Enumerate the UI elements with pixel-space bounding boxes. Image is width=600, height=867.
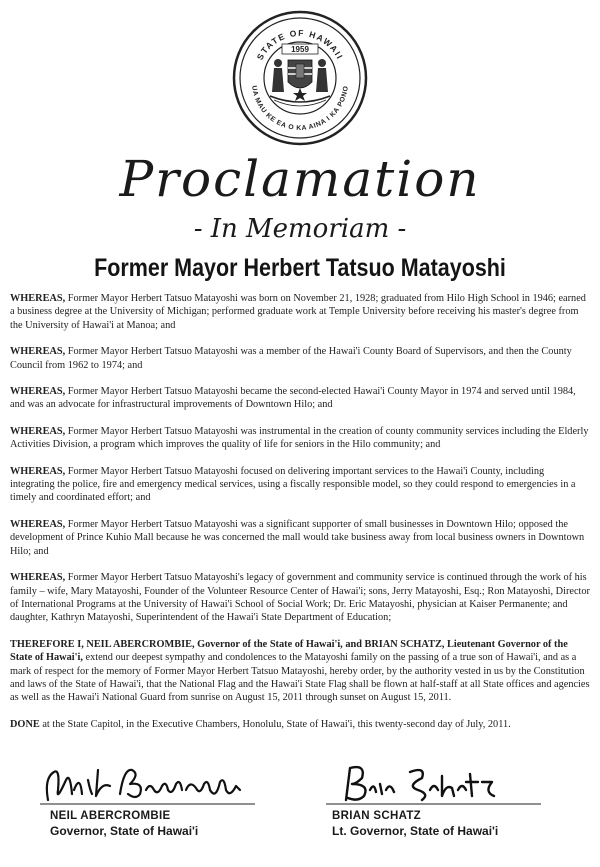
whereas-paragraph-5 xyxy=(10,465,590,505)
paragraph-lead: WHEREAS, xyxy=(10,386,66,398)
paragraph-text: Former Mayor Herbert Tatsuo Matayoshi became the second-elected Hawai'i County Mayor in 1974 and served until 1984, and was an advocate for infrastructural improvements of Downtown Hilo; and xyxy=(10,386,576,411)
paragraph-text: Former Mayor Herbert Tatsuo Matayoshi's legacy of government and community service is continued through the work of his family – wife, Mary Matayoshi, Founder of the Volunteer Resource Center of Hawai'i; sons, Jerry Matayoshi, Esq.; Ron Matayoshi, Director of International Programs at the University of Hawai'i School of Social Work; Dr. Eric Matayoshi, physician at Kaiser Permanente; and daughter, Kathryn Matayoshi, Superintendent of the Hawai'i State Department of Education; xyxy=(10,572,590,624)
state-seal-emblem xyxy=(230,8,370,148)
in-memoriam-subtitle: - In Memoriam - xyxy=(193,214,407,244)
state-seal xyxy=(230,8,370,148)
governor-signature-block xyxy=(40,760,310,855)
lt-governor-title: Lt. Governor, State of Hawai'i xyxy=(332,824,499,838)
lt-governor-signature xyxy=(326,760,556,808)
lt-governor-signature-block xyxy=(326,760,596,855)
honoree-name: Former Mayor Herbert Tatsuo Matayoshi xyxy=(94,254,506,282)
paragraph-text: at the State Capitol, in the Executive Chambers, Honolulu, State of Hawai'i, this twenty-second day of July, 2011. xyxy=(39,718,511,730)
governor-signature xyxy=(40,760,270,808)
paragraph-text: Former Mayor Herbert Tatsuo Matayoshi was a member of the Hawai'i County Board of Supervisors, and then the County Council from 1962 to 1974; and xyxy=(10,346,572,371)
seal-motto: UA MAU KE EA O KA AINA I KA PONO xyxy=(250,85,350,133)
paragraph-lead: WHEREAS, xyxy=(10,346,66,358)
shield-icon xyxy=(288,60,312,88)
done-paragraph xyxy=(10,718,590,731)
paragraph-lead: WHEREAS, xyxy=(10,465,66,477)
paragraph-lead: THEREFORE I, NEIL ABERCROMBIE, Governor of the State of Hawai'i, and BRIAN SCHATZ, Lieutenant Governor of the State of Hawai'i, xyxy=(10,638,568,664)
governor-name: NEIL ABERCROMBIE xyxy=(50,810,171,822)
paragraph-text: Former Mayor Herbert Tatsuo Matayoshi focused on delivering important services to the Hawai'i County, including integrating the police, fire and emergency medical services, using a fiscally responsible model, so they could respond to emergencies in a timely and coordinated effort; and xyxy=(10,465,576,504)
paragraph-text: extend our deepest sympathy and condolences to the Matayoshi family on the passing of a true son of Hawai'i, and as a mark of respect for the memory of Former Mayor Herbert Tatsuo Matayoshi, hereby order, by the authority vested in us by the Constitution and laws of the State of Hawai'i, that the National Flag and the Hawai'i State Flag shall be flown at half-staff at all State offices and agencies as well as the Hawai'i National Guard from sunrise on August 15, 2011 through sunset on August 15, 2011. xyxy=(10,652,590,704)
proclamation-body xyxy=(10,292,590,744)
paragraph-text: Former Mayor Herbert Tatsuo Matayoshi was a significant supporter of small businesses in Downtown Hilo; opposed the development of Prince Kuhio Mall because he was concerned the mall would take business away from local business owners in Downtown Hilo; and xyxy=(10,518,585,557)
paragraph-lead: WHEREAS, xyxy=(10,425,66,437)
governor-title: Governor, State of Hawai'i xyxy=(50,824,199,838)
whereas-paragraph-6 xyxy=(10,518,590,558)
whereas-paragraph-1 xyxy=(10,292,590,332)
whereas-paragraph-7 xyxy=(10,571,590,625)
whereas-paragraph-2 xyxy=(10,345,590,372)
whereas-paragraph-4 xyxy=(10,425,590,452)
paragraph-text: Former Mayor Herbert Tatsuo Matayoshi was instrumental in the creation of county community services including the Elderly Activities Division, a program which improves the quality of life for seniors in the Hilo community; and xyxy=(10,425,589,451)
whereas-paragraph-3 xyxy=(10,385,590,412)
paragraph-lead: WHEREAS, xyxy=(10,518,66,530)
paragraph-lead: WHEREAS, xyxy=(10,293,66,304)
paragraph-lead: WHEREAS, xyxy=(10,572,66,584)
seal-year: 1959 xyxy=(291,45,309,54)
seal-top-text: STATE OF HAWAII xyxy=(254,27,346,62)
therefore-paragraph xyxy=(10,638,590,705)
proclamation-title: Proclamation xyxy=(119,150,481,208)
paragraph-lead: DONE xyxy=(10,718,40,730)
paragraph-text: Former Mayor Herbert Tatsuo Matayoshi was born on November 21, 1928; graduated from Hilo High School in 1946; earned a business degree at the University of Michigan; performed graduate work at Temple University before receiving his master's degree from the University of Hawai'i at Manoa; and xyxy=(10,293,586,331)
lt-governor-name: BRIAN SCHATZ xyxy=(332,810,421,822)
